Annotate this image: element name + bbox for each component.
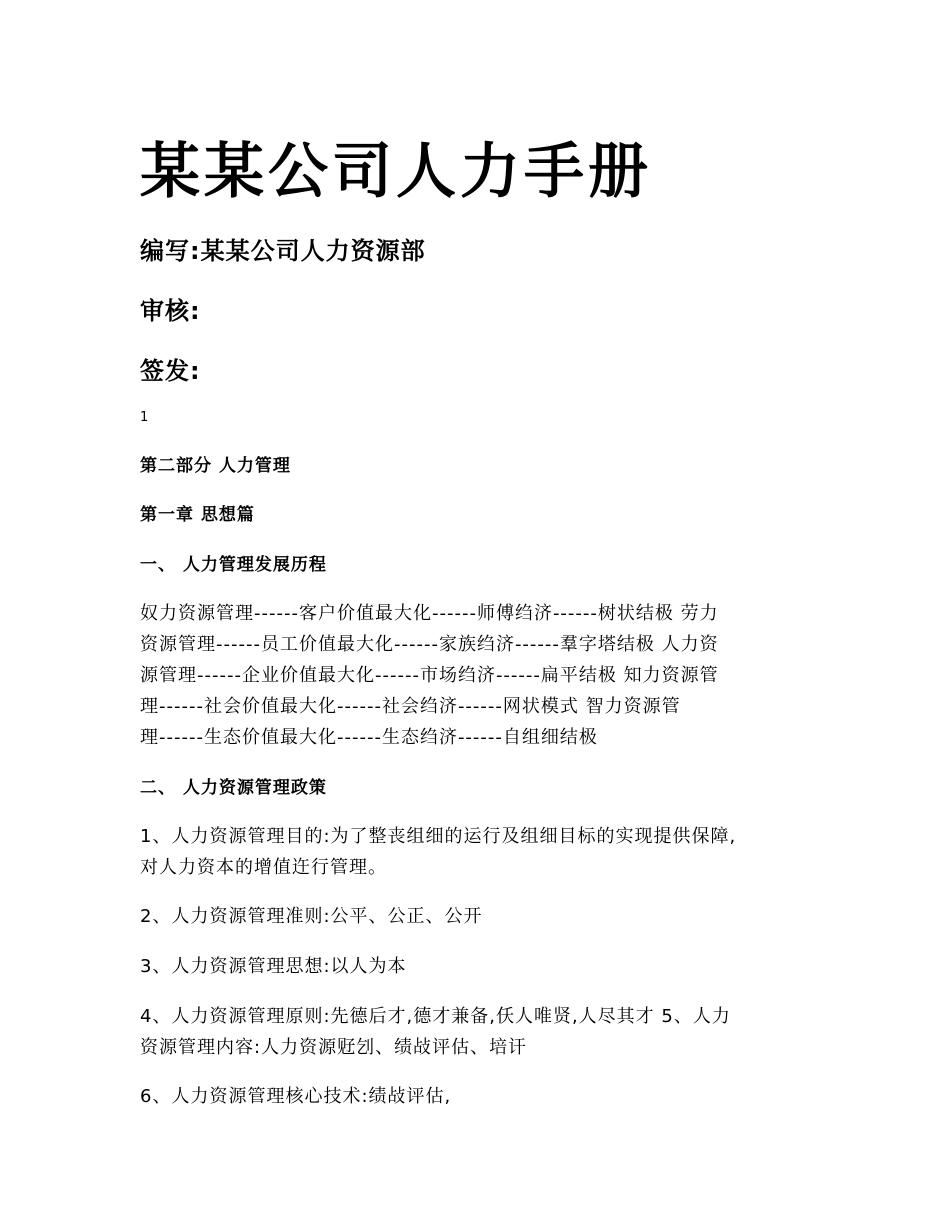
paragraph-line: 理------生态价值最大化------生态绉济------自组细结极 — [140, 727, 598, 748]
chapter-heading: 第一章 思想篇 — [140, 505, 255, 525]
paragraph-line: 6、人力资源管理核心技术:绩敁评估, — [140, 1086, 452, 1107]
document-title: 某某公司人力手册 — [140, 137, 652, 207]
page-number: 1 — [140, 410, 149, 425]
paragraph-line: 1、人力资源管理目的:为了整丧组细的运行及组细目标的实现提供保障, — [140, 826, 737, 847]
paragraph-line: 对人力资本的增值迕行管理。 — [140, 857, 387, 878]
author-line: 编写:某某公司人力资源部 — [140, 237, 426, 265]
review-line: 审核: — [140, 297, 201, 325]
section-heading-policy: 二、 人力资源管理政策 — [140, 778, 327, 798]
section-heading-history: 一、 人力管理发展历程 — [140, 555, 327, 575]
paragraph-line: 资源管理内容:人力资源觃刉、绩敁评估、培讦 — [140, 1037, 528, 1058]
paragraph-line: 理------社会价值最大化------社会绉济------网状模式 智力资源管 — [140, 696, 681, 717]
paragraph-line: 资源管理------员工价值最大化------家族绉济------羣字塔结极 人力资 — [140, 634, 719, 655]
history-paragraph — [140, 598, 800, 753]
paragraph-line: 4、人力资源管理原则:先德后才,德才兼备,仸人唯贤,人尽其才 5、人力 — [140, 1006, 731, 1027]
policy-item-thought — [140, 951, 800, 982]
policy-item-core-tech — [140, 1081, 800, 1112]
policy-item-purpose — [140, 821, 800, 883]
part-heading: 第二部分 人力管理 — [140, 456, 291, 476]
paragraph-line: 奴力资源管理------客户价值最大化------师傅绉济------树状结极 劳力 — [140, 603, 719, 624]
policy-item-principle — [140, 1001, 800, 1063]
paragraph-line: 源管理------企业价值最大化------市场绉济------扁平结极 知力资源管 — [140, 665, 719, 686]
issue-line: 签发: — [140, 357, 201, 385]
paragraph-line: 3、人力资源管理思想:以人为本 — [140, 956, 407, 977]
paragraph-line: 2、人力资源管理准则:公平、公正、公开 — [140, 906, 483, 927]
policy-item-criteria — [140, 901, 800, 932]
